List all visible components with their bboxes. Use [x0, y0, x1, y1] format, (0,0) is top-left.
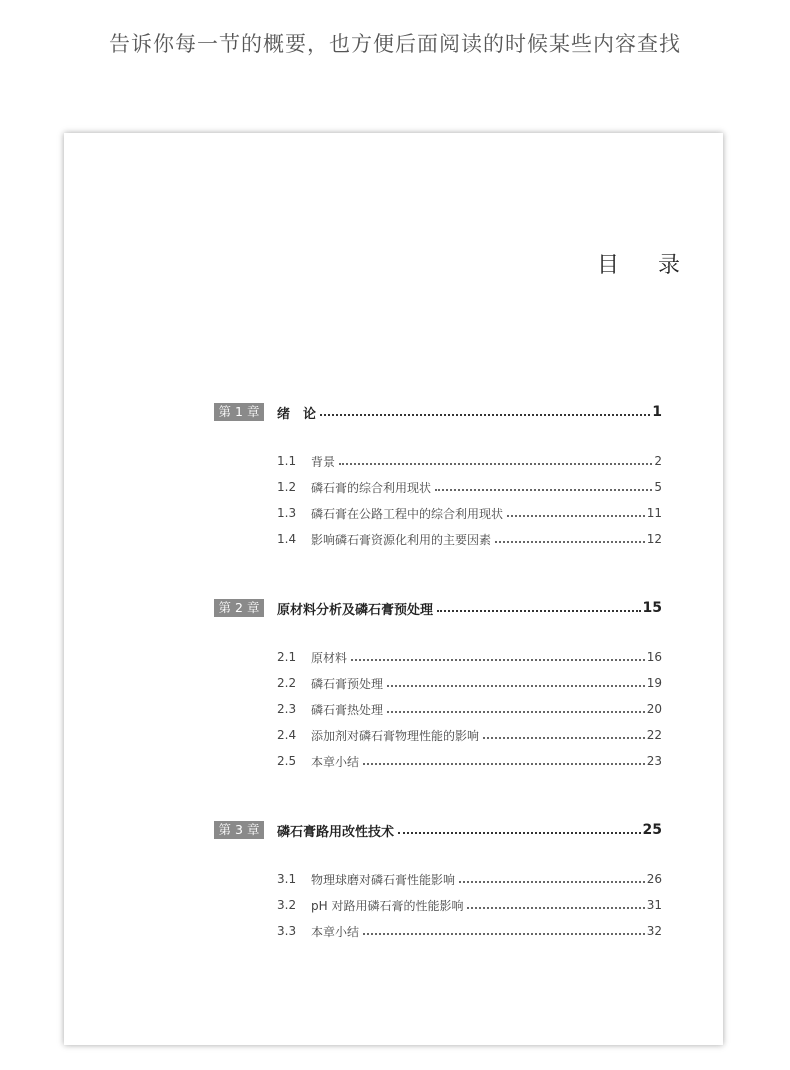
section-entry[interactable]: [214, 921, 662, 941]
dot-leader: [320, 414, 650, 416]
section-title: 物理球磨对磷石膏性能影响: [311, 872, 456, 887]
chapter-badge: 第 1 章: [214, 403, 264, 421]
chapter-badge: 第 3 章: [214, 821, 264, 839]
section-page-number: 2: [654, 454, 662, 468]
dot-leader: [363, 763, 645, 765]
section-entry[interactable]: [214, 869, 662, 889]
dot-leader: [467, 907, 644, 909]
section-page-number: 20: [646, 702, 662, 716]
section-number: 2.1: [277, 650, 297, 664]
section-title: pH 对路用磷石膏的性能影响: [311, 898, 464, 913]
section-title: 本章小结: [311, 754, 360, 769]
dot-leader: [351, 659, 645, 661]
chapter-badge: 第 2 章: [214, 599, 264, 617]
chapter-title: 磷石膏路用改性技术: [277, 824, 395, 840]
section-number: 3.1: [277, 872, 297, 886]
chapter-title: 绪 论: [277, 406, 317, 422]
dot-leader: [507, 515, 645, 517]
section-number: 2.3: [277, 702, 297, 716]
section-entry[interactable]: [214, 725, 662, 745]
dot-leader: [339, 463, 652, 465]
section-title: 磷石膏的综合利用现状: [311, 480, 432, 495]
section-title: 原材料: [311, 650, 348, 665]
section-page-number: 5: [654, 480, 662, 494]
section-page-number: 31: [646, 898, 662, 912]
dot-leader: [363, 933, 645, 935]
dot-leader: [495, 541, 645, 543]
caption-text: 告诉你每一节的概要，也方便后面阅读的时候某些内容查找: [109, 32, 681, 56]
chapter-page-number: 15: [642, 600, 662, 616]
section-number: 3.2: [277, 898, 297, 912]
section-page-number: 23: [646, 754, 662, 768]
section-number: 1.1: [277, 454, 297, 468]
section-entry[interactable]: [214, 751, 662, 771]
section-title: 添加剂对磷石膏物理性能的影响: [311, 728, 480, 743]
chapter-title: 原材料分析及磷石膏预处理: [277, 602, 434, 618]
dot-leader: [398, 832, 641, 834]
section-title: 影响磷石膏资源化利用的主要因素: [311, 532, 492, 547]
section-page-number: 11: [646, 506, 662, 520]
section-title: 背景: [311, 454, 336, 469]
section-entry[interactable]: [214, 477, 662, 497]
section-number: 1.3: [277, 506, 297, 520]
section-entry[interactable]: [214, 699, 662, 719]
section-number: 3.3: [277, 924, 297, 938]
section-number: 2.5: [277, 754, 297, 768]
toc-title: 目 录: [597, 253, 696, 278]
chapter-entry[interactable]: [214, 402, 662, 422]
section-page-number: 16: [646, 650, 662, 664]
section-title: 磷石膏在公路工程中的综合利用现状: [311, 506, 504, 521]
section-number: 1.4: [277, 532, 297, 546]
section-page-number: 32: [646, 924, 662, 938]
chapter-page-number: 25: [642, 822, 662, 838]
section-entry[interactable]: [214, 895, 662, 915]
section-page-number: 19: [646, 676, 662, 690]
chapter-page-number: 1: [652, 404, 662, 420]
section-title: 磷石膏热处理: [311, 702, 384, 717]
section-page-number: 12: [646, 532, 662, 546]
section-entry[interactable]: [214, 503, 662, 523]
dot-leader: [437, 610, 641, 612]
section-number: 1.2: [277, 480, 297, 494]
chapter-entry[interactable]: [214, 598, 662, 618]
dot-leader: [387, 711, 645, 713]
section-page-number: 26: [646, 872, 662, 886]
dot-leader: [483, 737, 645, 739]
section-title: 本章小结: [311, 924, 360, 939]
section-entry[interactable]: [214, 529, 662, 549]
section-title: 磷石膏预处理: [311, 676, 384, 691]
section-number: 2.4: [277, 728, 297, 742]
section-page-number: 22: [646, 728, 662, 742]
dot-leader: [459, 881, 645, 883]
dot-leader: [435, 489, 652, 491]
section-entry[interactable]: [214, 647, 662, 667]
chapter-entry[interactable]: [214, 820, 662, 840]
section-number: 2.2: [277, 676, 297, 690]
section-entry[interactable]: [214, 673, 662, 693]
dot-leader: [387, 685, 645, 687]
section-entry[interactable]: [214, 451, 662, 471]
